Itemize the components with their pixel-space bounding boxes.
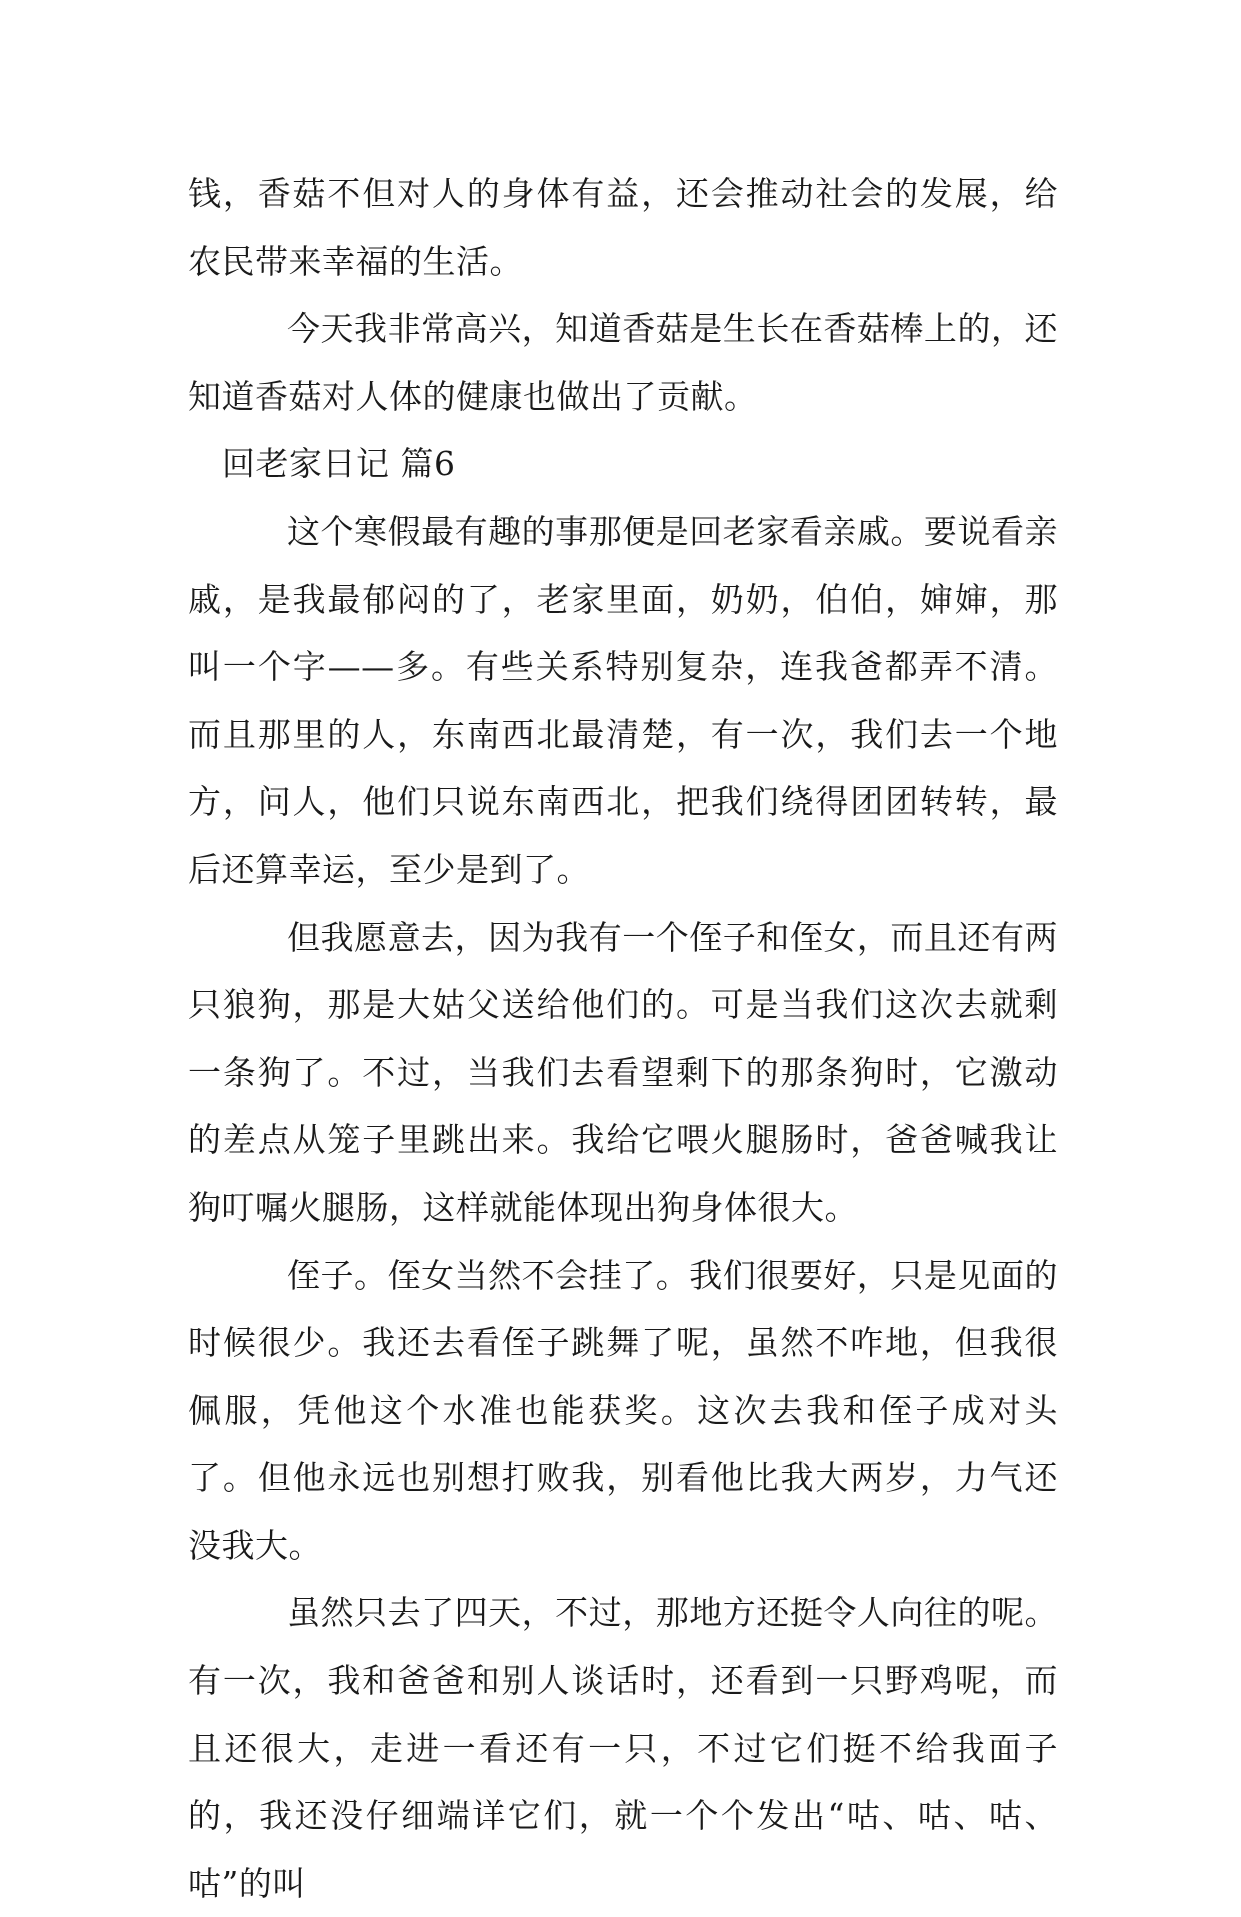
paragraph-1: 钱，香菇不但对人的身体有益，还会推动社会的发展，给农民带来幸福的生活。 <box>188 174 1058 281</box>
paragraph-2: 今天我非常高兴，知道香菇是生长在香菇棒上的，还知道香菇对人体的健康也做出了贡献。 <box>188 309 1058 416</box>
document-body <box>188 160 1058 1917</box>
paragraph-4: 但我愿意去，因为我有一个侄子和侄女，而且还有两只狼狗，那是大姑父送给他们的。可是当我们这次去就剩一条狗了。不过，当我们去看望剩下的那条狗时，它激动的差点从笼子里跳出来。我给它喂火腿肠时，爸爸喊我让狗叮嘱火腿肠，这样就能体现出狗身体很大。 <box>188 917 1058 1227</box>
paragraph-5: 侄子。侄女当然不会挂了。我们很要好，只是见面的时候很少。我还去看侄子跳舞了呢，虽然不咋地，但我很佩服，凭他这个水准也能获奖。这次去我和侄子成对头了。但他永远也别想打败我，别看他比我大两岁，力气还没我大。 <box>188 1255 1058 1565</box>
section-heading: 回老家日记 篇6 <box>222 444 456 484</box>
paragraph-6: 虽然只去了四天，不过，那地方还挺令人向往的呢。有一次，我和爸爸和别人谈话时，还看到一只野鸡呢，而且还很大，走进一看还有一只，不过它们挺不给我面子的，我还没仔细端详它们，就一个个发出“咕、咕、咕、咕”的叫 <box>188 1593 1058 1903</box>
paragraph-3: 这个寒假最有趣的事那便是回老家看亲戚。要说看亲戚，是我最郁闷的了，老家里面，奶奶，伯伯，婶婶，那叫一个字——多。有些关系特别复杂，连我爸都弄不清。而且那里的人，东南西北最清楚，有一次，我们去一个地方，问人，他们只说东南西北，把我们绕得团团转转，最后还算幸运，至少是到了。 <box>188 511 1058 889</box>
